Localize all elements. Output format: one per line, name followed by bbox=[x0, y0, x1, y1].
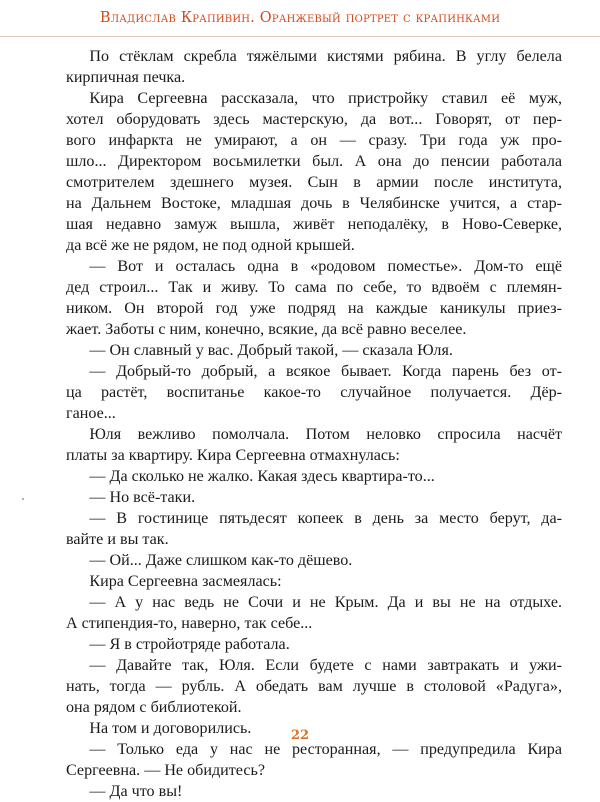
paragraph bbox=[66, 361, 562, 424]
paragraph bbox=[66, 46, 562, 88]
text-line: А стипендия-то, наверно, так себе... bbox=[66, 615, 313, 632]
text-line: нать, тогда — рубль. А обедать вам лучше в столовой «Радуга», bbox=[66, 678, 562, 695]
text-line: — А у нас ведь не Сочи и не Крым. Да и вы не на отдыхе. bbox=[89, 594, 562, 611]
page-speck bbox=[22, 498, 24, 500]
text-line: — Добрый-то добрый, а всякое бывает. Когда парень без от- bbox=[89, 363, 562, 380]
text-line: ником. Он второй год уже подряд на каждые каникулы приез- bbox=[66, 300, 562, 317]
text-line: — Да что вы! bbox=[89, 783, 183, 800]
text-line: шло... Директором восьмилетки был. А она до пенсии работала bbox=[66, 153, 562, 170]
text-line: на Дальнем Востоке, младшая дочь в Челябинске учится, а стар- bbox=[66, 195, 562, 212]
text-line: смотрителем здешнего музея. Сын в армии после института, bbox=[66, 174, 562, 191]
text-line: На том и договорились. bbox=[89, 720, 252, 737]
paragraph bbox=[66, 739, 562, 781]
text-line: — Только еда у нас не ресторанная, — предупредила Кира bbox=[89, 741, 562, 758]
text-line: вайте и вы так. bbox=[66, 531, 169, 548]
paragraph bbox=[66, 508, 562, 550]
paragraph bbox=[66, 466, 562, 487]
text-line: Юля вежливо помолчала. Потом неловко спросила насчёт bbox=[89, 426, 562, 443]
paragraph bbox=[66, 340, 562, 361]
paragraph bbox=[66, 592, 562, 634]
text-line: Кира Сергеевна засмеялась: bbox=[89, 573, 282, 590]
text-line: — Он славный у вас. Добрый такой, — сказала Юля. bbox=[89, 342, 453, 359]
text-line: Сергеевна. — Не обидитесь? bbox=[66, 762, 265, 779]
page-number: 22 bbox=[290, 728, 310, 743]
text-line: По стёклам скребла тяжёлыми кистями рябина. В углу белела bbox=[89, 48, 562, 65]
paragraph bbox=[66, 781, 562, 802]
text-line: кирпичная печка. bbox=[66, 69, 186, 86]
text-line: жает. Заботы с ним, конечно, всякие, да всё равно веселее. bbox=[66, 321, 467, 338]
text-line: платы за квартиру. Кира Сергеевна отмахнулась: bbox=[66, 447, 400, 464]
paragraph bbox=[66, 634, 562, 655]
paragraph bbox=[66, 256, 562, 340]
running-title: Владислав Крапивин. Оранжевый портрет с крапинками bbox=[99, 10, 501, 26]
text-line: — Я в стройотряде работала. bbox=[89, 636, 290, 653]
text-line: — В гостинице пятьдесят копеек в день за место берут, да- bbox=[89, 510, 562, 527]
paragraph bbox=[66, 655, 562, 718]
text-line: вого инфаркта не умирают, а он — сразу. Три года уж про- bbox=[66, 132, 562, 149]
text-line: дед строил... Так и живу. То сама по себе, то вдвоём с племян- bbox=[66, 279, 562, 296]
text-line: Кира Сергеевна рассказала, что пристройку ставил её муж, bbox=[89, 90, 562, 107]
paragraph bbox=[66, 550, 562, 571]
text-line: — Ой... Даже слишком как-то дёшево. bbox=[89, 552, 353, 569]
paragraph bbox=[66, 487, 562, 508]
text-line: шая недавно замуж вышла, живёт неподалёку, в Ново-Северке, bbox=[66, 216, 562, 233]
text-line: она рядом с библиотекой. bbox=[66, 699, 242, 716]
text-line: да всё же не рядом, не под одной крышей. bbox=[66, 237, 355, 254]
text-line: хотел оборудовать здесь мастерскую, да вот... Говорят, от пер- bbox=[66, 111, 562, 128]
text-line: ца растёт, воспитанье какое-то случайное получается. Дёр- bbox=[66, 384, 562, 401]
text-line: ганое... bbox=[66, 405, 116, 422]
text-line: — Да сколько не жалко. Какая здесь квартира-то... bbox=[89, 468, 435, 485]
paragraph bbox=[66, 571, 562, 592]
paragraph bbox=[66, 88, 562, 256]
body-text bbox=[66, 46, 562, 802]
paragraph bbox=[66, 424, 562, 466]
header-rule bbox=[0, 36, 600, 37]
text-line: — Но всё-таки. bbox=[89, 489, 196, 506]
text-line: — Давайте так, Юля. Если будете с нами завтракать и ужи- bbox=[89, 657, 562, 674]
text-line: — Вот и осталась одна в «родовом поместье». Дом-то ещё bbox=[89, 258, 562, 275]
